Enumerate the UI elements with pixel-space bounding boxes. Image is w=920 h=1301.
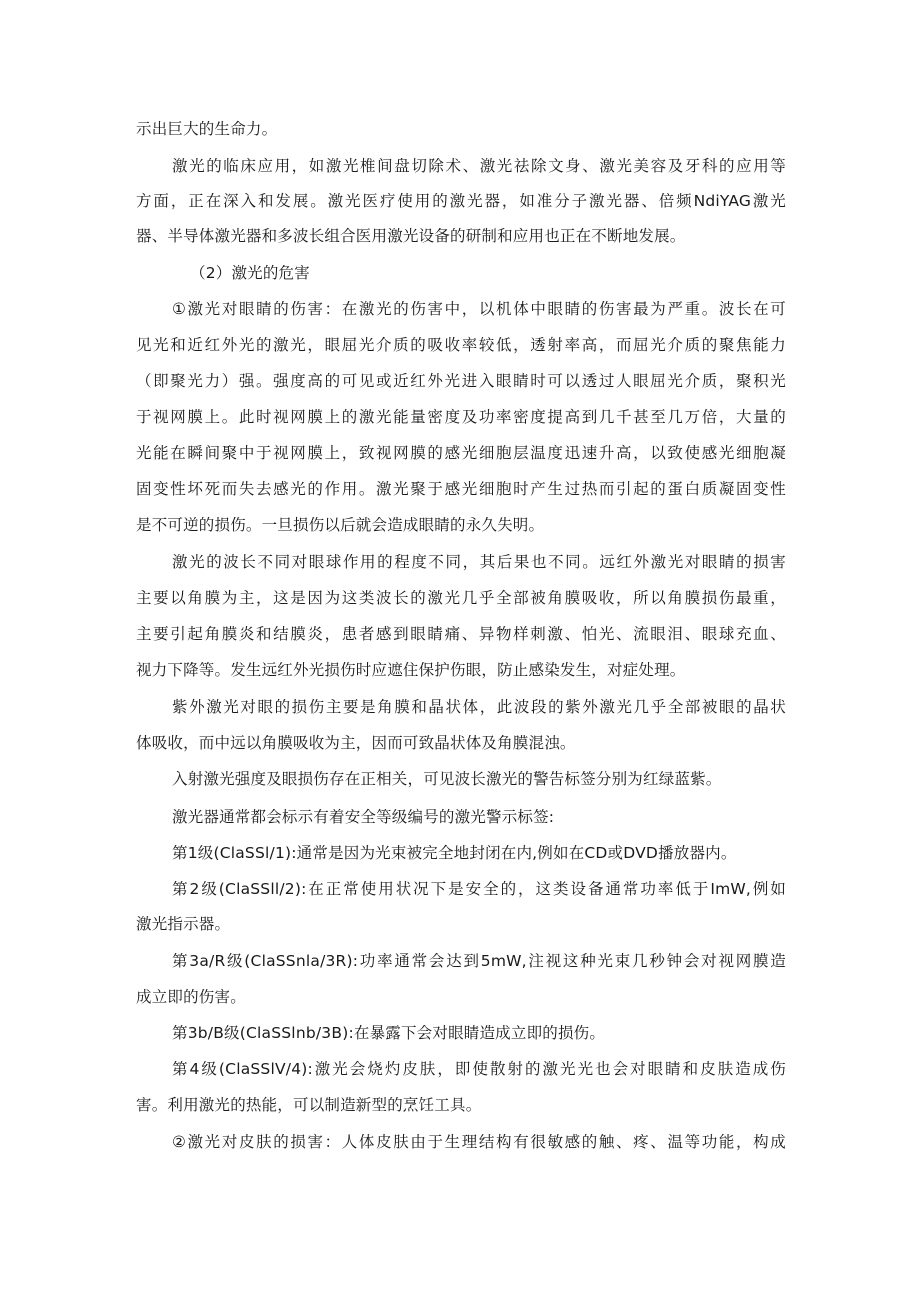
laser-class-1-line: 第1级(ClaSSl/1):通常是因为光束被完全地封闭在内,例如在CD或DVD播放器内。 (172, 844, 737, 862)
section-heading: （2）激光的危害 (190, 264, 310, 282)
text-line: ②激光对皮肤的损害：人体皮肤由于生理结构有很敏感的触、疼、温等功能，构成 (172, 1133, 786, 1151)
text-line: 激光器通常都会标示有着安全等级编号的激光警示标签: (172, 808, 555, 826)
text-line: 体吸收，而中远以角膜吸收为主，因而可致晶状体及角膜混浊。 (136, 734, 576, 752)
text-line: （即聚光力）强。强度高的可见或近红外光进入眼睛时可以透过人眼屈光介质，聚积光 (136, 372, 786, 390)
text-line: 光能在瞬间聚中于视网膜上，致视网膜的感光细胞层温度迅速升高，以致使感光细胞凝 (136, 444, 786, 462)
laser-class-4-line: 第4级(ClaSSlV/4):激光会烧灼皮肤，即使散射的激光光也会对眼睛和皮肤造成伤 (172, 1060, 786, 1078)
text-line: 激光的波长不同对眼球作用的程度不同，其后果也不同。远红外激光对眼睛的损害 (172, 553, 786, 571)
text-line: 主要引起角膜炎和结膜炎，患者感到眼睛痛、异物样刺激、怕光、流眼泪、眼球充血、 (136, 625, 786, 643)
text-line: 激光的临床应用，如激光椎间盘切除术、激光祛除文身、激光美容及牙科的应用等 (172, 157, 786, 175)
laser-class-3b-line: 第3b/B级(ClaSSlnb/3B):在暴露下会对眼睛造成立即的损伤。 (172, 1024, 606, 1042)
text-line: 方面，正在深入和发展。激光医疗使用的激光器，如准分子激光器、倍频NdiYAG激光 (136, 192, 786, 210)
laser-class-3r-line: 第3a/R级(ClaSSnla/3R):功率通常会达到5mW,注视这种光束几秒钟会对视网膜造 (172, 952, 786, 970)
text-line: 固变性坏死而失去感光的作用。激光聚于感光细胞时产生过热而引起的蛋白质凝固变性 (136, 480, 786, 498)
text-line: 器、半导体激光器和多波长组合医用激光设备的研制和应用也正在不断地发展。 (136, 227, 686, 245)
text-line: 紫外激光对眼的损伤主要是角膜和晶状体，此波段的紫外激光几乎全部被眼的晶状 (172, 698, 786, 716)
text-line: 是不可逆的损伤。一旦损伤以后就会造成眼睛的永久失明。 (136, 516, 545, 534)
laser-class-2-line: 第2级(ClaSSll/2):在正常使用状况下是安全的，这类设备通常功率低于ImW,例如 (172, 880, 786, 898)
text-line: 示出巨大的生命力。 (136, 120, 278, 138)
text-line: 入射激光强度及眼损伤存在正相关，可见波长激光的警告标签分别为红绿蓝紫。 (172, 770, 722, 788)
text-line: ①激光对眼睛的伤害：在激光的伤害中，以机体中眼睛的伤害最为严重。波长在可 (172, 300, 786, 318)
text-line: 视力下降等。发生远红外光损伤时应遮住保护伤眼，防止感染发生，对症处理。 (136, 661, 686, 679)
text-line: 成立即的伤害。 (136, 988, 246, 1006)
text-line: 主要以角膜为主，这是因为这类波长的激光几乎全部被角膜吸收，所以角膜损伤最重， (136, 589, 786, 607)
text-line: 见光和近红外光的激光，眼屈光介质的吸收率较低，透射率高，而屈光介质的聚焦能力 (136, 336, 786, 354)
text-line: 害。利用激光的热能，可以制造新型的烹饪工具。 (136, 1096, 482, 1114)
text-line: 激光指示器。 (136, 915, 231, 933)
text-line: 于视网膜上。此时视网膜上的激光能量密度及功率密度提高到几千甚至几万倍，大量的 (136, 408, 786, 426)
